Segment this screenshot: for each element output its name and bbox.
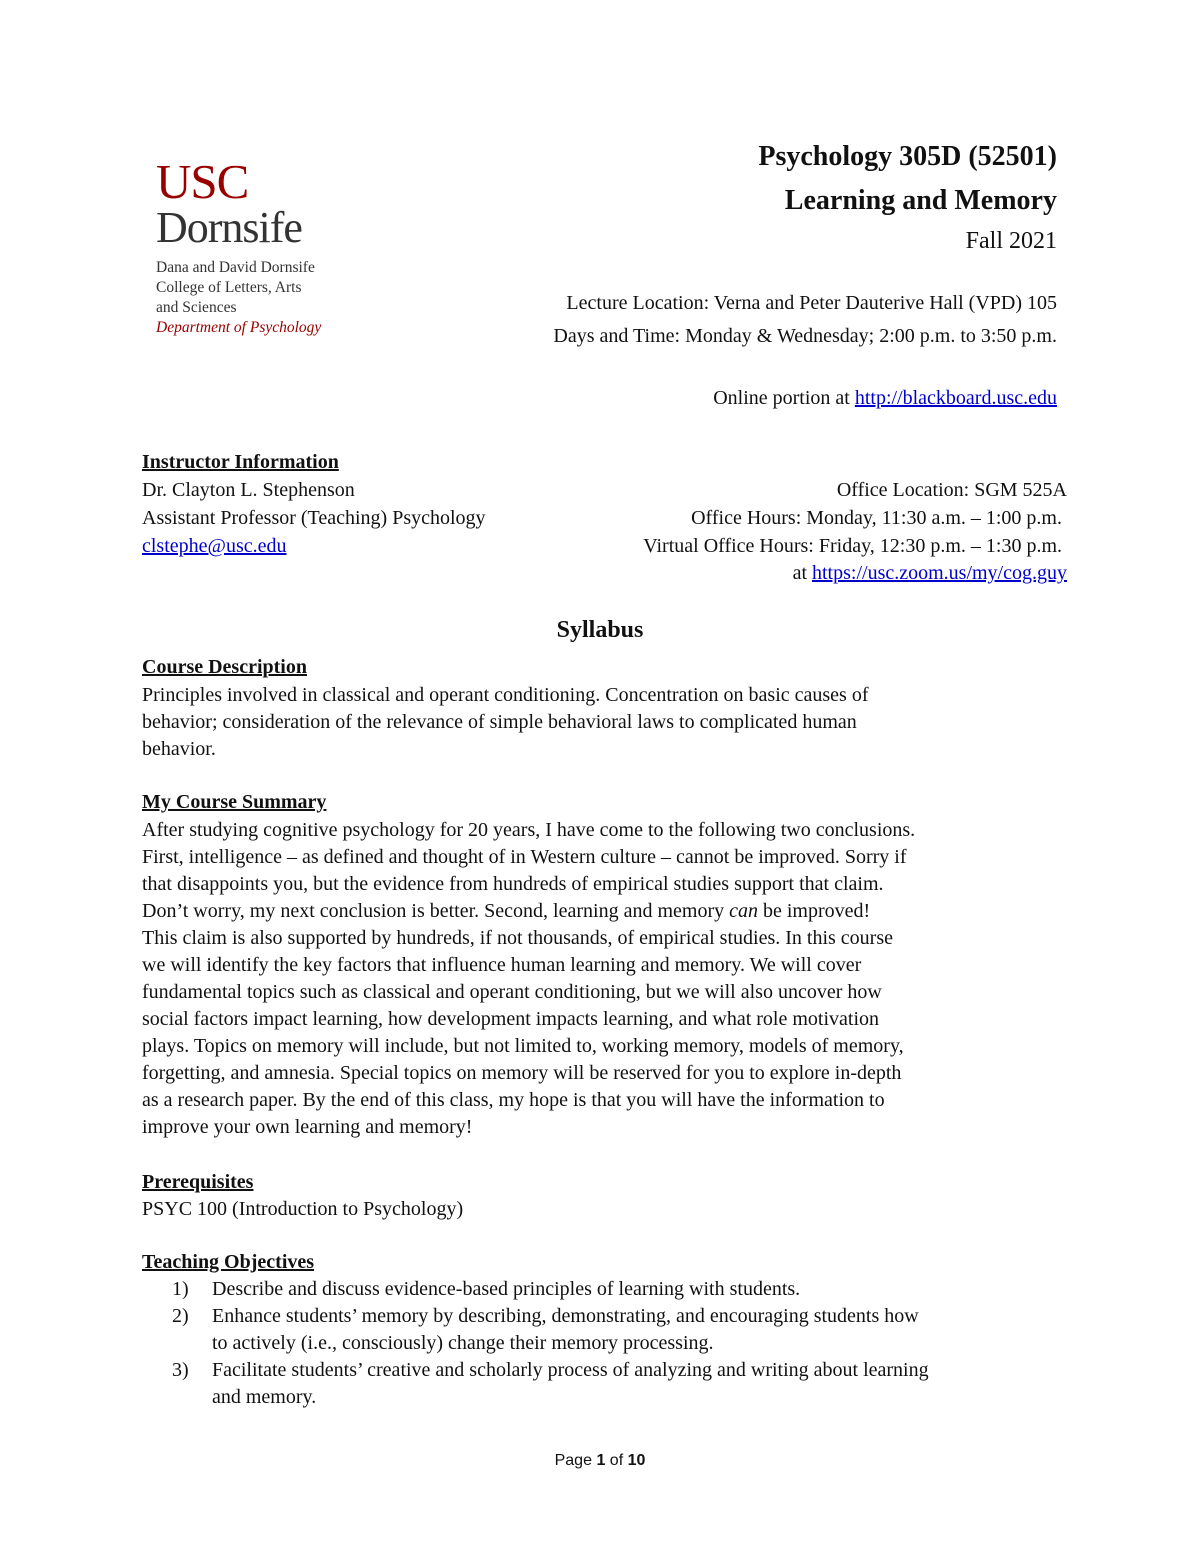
- prerequisites-heading: Prerequisites: [142, 1171, 254, 1193]
- paragraph-line: fundamental topics such as classical and operant conditioning, but we will also uncover how: [142, 981, 882, 1003]
- paragraph-line: behavior; consideration of the relevance of simple behavioral laws to complicated human: [142, 711, 857, 733]
- paragraph-line: After studying cognitive psychology for 20 years, I have come to the following two conclusions.: [142, 819, 916, 841]
- teaching-objectives-heading: Teaching Objectives: [142, 1251, 315, 1273]
- list-number: 2): [172, 1305, 189, 1327]
- instructor-name: Dr. Clayton L. Stephenson: [142, 479, 355, 501]
- emphasis-word: can: [729, 900, 758, 922]
- course-summary-text: [142, 817, 1062, 1141]
- course-title: Psychology 305D (52501): [758, 141, 1057, 172]
- online-prefix: Online portion at: [713, 387, 855, 409]
- logo-college-text: [156, 258, 346, 318]
- paragraph-line: [142, 898, 1062, 925]
- list-item-line: to actively (i.e., consciously) change their memory processing.: [212, 1332, 714, 1354]
- list-item-line: Enhance students’ memory by describing, demonstrating, and encouraging students how: [212, 1305, 919, 1327]
- lecture-location: Lecture Location: Verna and Peter Dauterive Hall (VPD) 105: [566, 292, 1057, 314]
- paragraph-line: we will identify the key factors that influence human learning and memory. We will cover: [142, 954, 862, 976]
- teaching-objectives-list: [142, 1276, 1082, 1411]
- list-number: 3): [172, 1359, 189, 1381]
- online-portion: [713, 387, 1057, 410]
- zoom-link[interactable]: https://usc.zoom.us/my/cog.guy: [812, 562, 1067, 584]
- course-summary-heading: My Course Summary: [142, 791, 327, 813]
- logo-dornsife-text: Dornsife: [156, 203, 302, 252]
- course-description-heading: Course Description: [142, 656, 307, 678]
- course-description-text: [142, 682, 1062, 763]
- usc-dornsife-logo: [156, 154, 346, 338]
- paragraph-line: as a research paper. By the end of this class, my hope is that you will have the information to: [142, 1089, 885, 1111]
- blackboard-link[interactable]: http://blackboard.usc.edu: [854, 387, 1057, 409]
- paragraph-line: plays. Topics on memory will include, but not limited to, working memory, models of memory,: [142, 1035, 904, 1057]
- paragraph-line: forgetting, and amnesia. Special topics on memory will be reserved for you to explore in-depth: [142, 1062, 902, 1084]
- logo-sub-line: and Sciences: [156, 299, 237, 316]
- paragraph-line: Principles involved in classical and operant conditioning. Concentration on basic causes of: [142, 684, 869, 706]
- paragraph-line: social factors impact learning, how development impacts learning, and what role motivation: [142, 1008, 880, 1030]
- office-location: Office Location: SGM 525A: [836, 479, 1067, 501]
- list-item: [142, 1357, 1082, 1411]
- list-item-line: and memory.: [212, 1386, 317, 1408]
- line-segment: Don’t worry, my next conclusion is better. Second, learning and memory: [142, 900, 730, 922]
- list-item: [142, 1276, 1082, 1303]
- paragraph-line: This claim is also supported by hundreds, if not thousands, of empirical studies. In this course: [142, 927, 893, 949]
- paragraph-line: improve your own learning and memory!: [142, 1116, 473, 1138]
- logo-sub-line: College of Letters, Arts: [156, 279, 302, 296]
- course-name: Learning and Memory: [784, 185, 1057, 216]
- logo-sub-line: Dana and David Dornsife: [156, 259, 315, 276]
- list-item-line: Facilitate students’ creative and scholarly process of analyzing and writing about learning: [212, 1359, 929, 1381]
- days-and-time: Days and Time: Monday & Wednesday; 2:00 p.m. to 3:50 p.m.: [553, 325, 1057, 347]
- line-segment: be improved!: [758, 900, 871, 922]
- virtual-office-hours: Virtual Office Hours: Friday, 12:30 p.m. – 1:30 p.m.: [643, 535, 1062, 557]
- logo-department-text: Department of Psychology: [156, 319, 322, 336]
- paragraph-line: behavior.: [142, 738, 216, 760]
- instructor-heading: Instructor Information: [142, 451, 339, 473]
- footer-page-total: 10: [627, 1452, 646, 1469]
- footer-page-word: Page: [554, 1452, 592, 1469]
- logo-usc-text: USC: [156, 154, 249, 209]
- email-link[interactable]: clstephe@usc.edu: [142, 535, 287, 557]
- paragraph-line: First, intelligence – as defined and thought of in Western culture – cannot be improved. Sorry if: [142, 846, 907, 868]
- instructor-title: Assistant Professor (Teaching) Psychology: [142, 507, 486, 529]
- course-term: Fall 2021: [965, 228, 1057, 254]
- office-hours: Office Hours: Monday, 11:30 a.m. – 1:00 p.m.: [691, 507, 1062, 529]
- zoom-prefix: at: [792, 562, 812, 584]
- syllabus-title: Syllabus: [556, 617, 644, 643]
- footer-page-number: 1: [596, 1452, 606, 1469]
- zoom-line: [793, 560, 1067, 587]
- page-footer: [0, 1452, 1200, 1470]
- paragraph-line: that disappoints you, but the evidence from hundreds of empirical studies support that claim.: [142, 873, 884, 895]
- footer-of-word: of: [609, 1452, 624, 1469]
- list-number: 1): [172, 1278, 189, 1300]
- list-item-line: Describe and discuss evidence-based principles of learning with students.: [212, 1278, 801, 1300]
- list-item: [142, 1303, 1082, 1357]
- instructor-email: [142, 533, 286, 560]
- prerequisites-text: PSYC 100 (Introduction to Psychology): [142, 1198, 464, 1220]
